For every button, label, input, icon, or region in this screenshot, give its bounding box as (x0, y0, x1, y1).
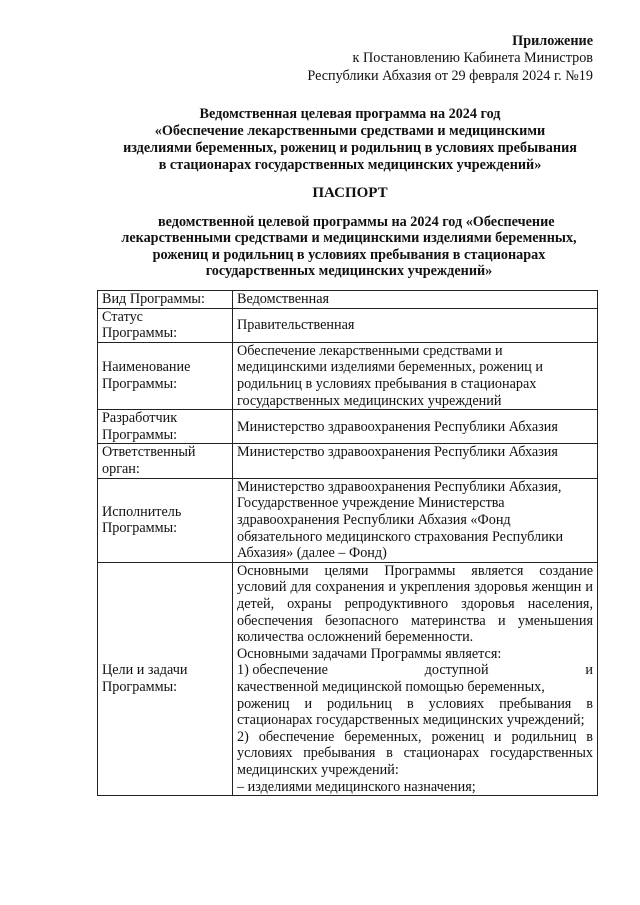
table-row (98, 444, 598, 478)
table-row (98, 342, 598, 409)
row-value-goals (233, 562, 598, 796)
task-2-item-1: – изделиями медицинского назначения; (237, 778, 476, 795)
goals-paragraph-2: Основными задачами Программы является: (237, 645, 502, 662)
row-label-executor-line-1: Исполнитель (102, 503, 182, 520)
row-label-status-line-1: Статус (102, 308, 143, 325)
passport-subtitle-line-3: рожениц и родильниц в условиях пребывания в стационарах (152, 246, 546, 263)
row-label-executor (98, 478, 233, 562)
row-label-goals-line-2: Программы: (102, 679, 178, 696)
row-label-name (98, 342, 233, 409)
row-value-status: Правительственная (233, 308, 598, 342)
row-value-responsible: Министерство здравоохранения Республики Абхазия (233, 444, 598, 478)
appendix-title: Приложение (512, 33, 593, 49)
row-label-status-line-2: Программы: (102, 325, 178, 342)
table-row (98, 308, 598, 342)
passport-subtitle-line-1: ведомственной целевой программы на 2024 год «Обеспечение (158, 214, 555, 230)
task-1-part-a: 1) обеспечение (237, 662, 328, 679)
passport-heading: ПАСПОРТ (312, 185, 388, 201)
row-value-type: Ведомственная (233, 291, 598, 309)
row-value-executor: Министерство здравоохранения Республики Абхазия, Государственное учреждение Министерства здравоохранения Республики Абхазия «Фонд обязательного медицинского страхования Республики Абхазия» (далее – Фонд) (233, 478, 598, 562)
task-2: 2) обеспечение беременных, рожениц и родильниц в условиях пребывания в стационарах государственных медицинских учреждений: (237, 728, 593, 779)
row-label-developer-line-2: Программы: (102, 426, 178, 443)
document-title-line-2: «Обеспечение лекарственными средствами и медицинскими (154, 123, 546, 140)
document-title (100, 106, 600, 174)
row-value-name: Обеспечение лекарственными средствами и медицинскими изделиями беременных, рожениц и родильниц в условиях пребывания в стационарах государственных медицинских учреждений (233, 342, 598, 409)
row-label-responsible-line-1: Ответственный (102, 444, 196, 461)
row-label-developer (98, 410, 233, 444)
document-title-line-1: Ведомственная целевая программа на 2024 год (199, 106, 501, 122)
row-value-developer: Министерство здравоохранения Республики Абхазия (233, 410, 598, 444)
task-1-part-c: и (585, 662, 593, 679)
passport-subtitle-line-2: лекарственными средствами и медицинскими изделиями беременных, (121, 230, 577, 247)
row-label-name-line-2: Программы: (102, 376, 178, 393)
row-label-name-line-1: Наименование (102, 359, 191, 376)
document-title-line-4: в стационарах государственных медицинских учреждений» (158, 157, 542, 174)
row-label-status (98, 308, 233, 342)
table-row (98, 562, 598, 796)
row-label-goals-line-1: Цели и задачи (102, 662, 188, 679)
appendix-line-1: к Постановлению Кабинета Министров (352, 50, 593, 67)
passport-subtitle (96, 214, 602, 280)
row-label-goals (98, 562, 233, 796)
row-label-executor-line-2: Программы: (102, 520, 178, 537)
table-row (98, 291, 598, 309)
task-1-part-b: доступной (424, 662, 489, 679)
table-row (98, 478, 598, 562)
task-1-line-2: качественной медицинской помощью беременных, (237, 679, 545, 696)
passport-subtitle-line-4: государственных медицинских учреждений» (205, 263, 493, 280)
appendix-line-2: Республики Абхазия от 29 февраля 2024 г. №19 (307, 67, 593, 84)
appendix-block (307, 33, 593, 85)
task-1-line-3: рожениц и родильниц в условиях пребывания в стационарах государственных медицинских учреждений; (237, 695, 593, 729)
document-title-line-3: изделиями беременных, рожениц и родильниц в условиях пребывания (123, 140, 577, 157)
goals-paragraph-1: Основными целями Программы является создание условий для сохранения и укрепления здоровья женщин и детей, охраны репродуктивного здоровья населения, обеспечения безопасного материнства и уменьшения количества осложнений беременности. (237, 562, 593, 646)
table-row (98, 410, 598, 444)
passport-table (97, 290, 598, 796)
row-label-responsible (98, 444, 233, 478)
row-label-type: Вид Программы: (98, 291, 233, 309)
task-1-first-line (237, 662, 593, 679)
row-label-responsible-line-2: орган: (102, 461, 140, 478)
row-label-developer-line-1: Разработчик (102, 410, 178, 427)
